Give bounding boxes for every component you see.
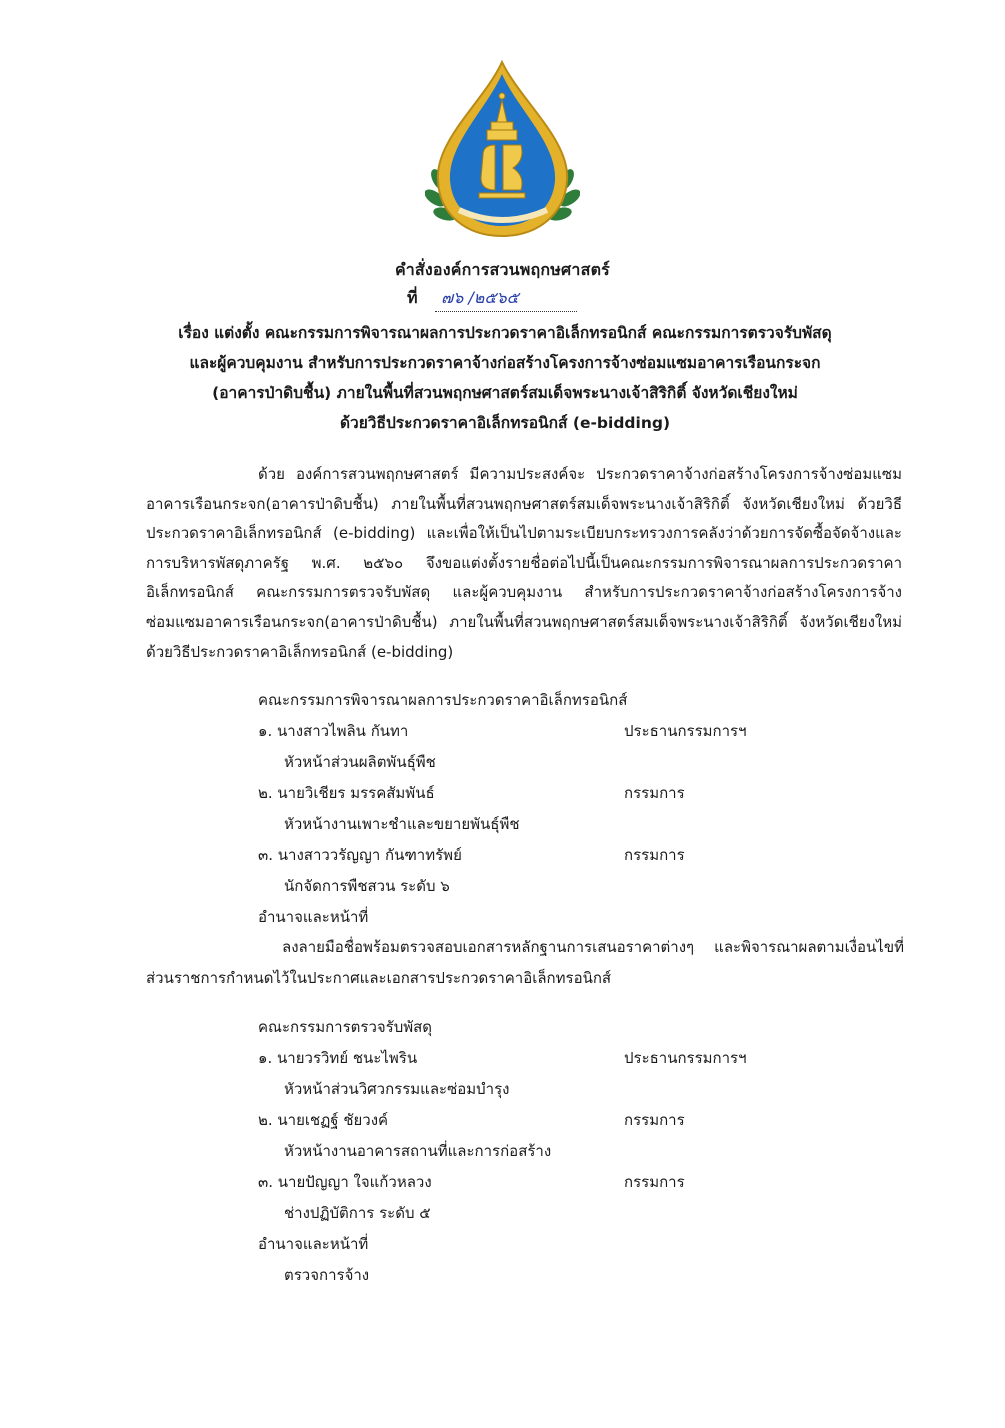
subject-line-2: และผู้ควบคุมงาน สำหรับการประกวดราคาจ้างก่อสร้างโครงการจ้างซ่อมแซมอาคารเรือนกระจก — [189, 354, 821, 372]
committee-1-member-2-position: หัวหน้างานเพาะชำและขยายพันธุ์พืช — [284, 815, 520, 833]
royal-crest-water-drop-icon — [425, 60, 580, 240]
committee-1-duty-text-content: ลงลายมือชื่อพร้อมตรวจสอบเอกสารหลักฐานการเสนอราคาต่างๆ และพิจารณาผลตามเงื่อนไขที่ส่วนราชการกำหนดไว้ในประกาศและเอกสารประกวดราคาอิเล็กทรอนิกส์ — [146, 938, 904, 987]
committee-1-member-1-position: หัวหน้าส่วนผลิตพันธุ์พืช — [284, 753, 436, 771]
committee-1-member-3-name: ๓. นางสาววรัญญา กันฑาทรัพย์ — [258, 846, 462, 864]
committee-2-title: คณะกรรมการตรวจรับพัสดุ — [258, 1018, 433, 1036]
body-paragraph-text: ด้วย องค์การสวนพฤกษศาสตร์ มีความประสงค์จะ ประกวดราคาจ้างก่อสร้างโครงการจ้างซ่อมแซมอาคารเรือนกระจก(อาคารป่าดิบชื้น) ภายในพื้นที่สวนพฤกษศาสตร์สมเด็จพระนางเจ้าสิริกิติ์ จังหวัดเชียงใหม่ ด้วยวิธีประกวดราคาอิเล็กทรอนิกส์ (e-bidding) และเพื่อให้เป็นไปตามระเบียบกระทรวงการคลังว่าด้วยการจัดซื้อจัดจ้างและการบริหารพัสดุภาครัฐ พ.ศ. ๒๕๖๐ จึงขอแต่งตั้งรายชื่อต่อไปนี้เป็นคณะกรรมการพิจารณาผลการประกวดราคาอิเล็กทรอนิกส์ คณะกรรมการตรวจรับพัสดุ และผู้ควบคุมงาน สำหรับการประกวดราคาจ้างก่อสร้างโครงการจ้างซ่อมแซมอาคารเรือนกระจก(อาคารป่าดิบชื้น) ภายในพื้นที่สวนพฤกษศาสตร์สมเด็จพระนางเจ้าสิริกิติ์ จังหวัดเชียงใหม่ ด้วยวิธีประกวดราคาอิเล็กทรอนิกส์ (e-bidding) — [146, 465, 902, 661]
committee-1-member-3-role: กรรมการ — [624, 846, 685, 864]
committee-2-member-3-position: ช่างปฏิบัติการ ระดับ ๕ — [284, 1204, 431, 1222]
committee-1-member-1-name: ๑. นางสาวไพลิน กันทา — [258, 722, 409, 740]
committee-2-member-2-role: กรรมการ — [624, 1111, 685, 1129]
order-number-label: ที่ — [407, 288, 418, 307]
subject — [120, 318, 890, 438]
subject-line-4: ด้วยวิธีประกวดราคาอิเล็กทรอนิกส์ (e-bidding) — [339, 414, 671, 432]
subject-line-3: (อาคารป่าดิบชื้น) ภายในพื้นที่สวนพฤกษศาสตร์สมเด็จพระนางเจ้าสิริกิติ์ จังหวัดเชียงใหม่ — [212, 384, 798, 402]
committee-2-duty-text: ตรวจการจ้าง — [284, 1266, 370, 1284]
committee-2-member-1-role: ประธานกรรมการฯ — [624, 1049, 747, 1067]
committee-2-member-2-name: ๒. นายเชฏฐ์ ชัยวงค์ — [258, 1111, 389, 1129]
committee-1-title: คณะกรรมการพิจารณาผลการประกวดราคาอิเล็กทรอนิกส์ — [258, 691, 628, 709]
committee-1-duty-text — [146, 932, 904, 994]
committee-2-member-1-position: หัวหน้าส่วนวิศวกรรมและซ่อมบำรุง — [284, 1080, 510, 1098]
order-number-row — [407, 286, 577, 312]
committee-2-member-3-name: ๓. นายปัญญา ใจแก้วหลวง — [258, 1173, 432, 1191]
organization-logo — [425, 60, 580, 240]
order-title: คำสั่งองค์การสวนพฤกษศาสตร์ — [395, 260, 610, 279]
committee-2-member-2-position: หัวหน้างานอาคารสถานที่และการก่อสร้าง — [284, 1142, 552, 1160]
committee-1-member-2-name: ๒. นายวิเชียร มรรคสัมพันธ์ — [258, 784, 435, 802]
committee-1-member-2-role: กรรมการ — [624, 784, 685, 802]
subject-line-1: เรื่อง แต่งตั้ง คณะกรรมการพิจารณาผลการประกวดราคาอิเล็กทรอนิกส์ คณะกรรมการตรวจรับพัสดุ — [178, 324, 832, 342]
committee-1-member-1-role: ประธานกรรมการฯ — [624, 722, 747, 740]
committee-2-member-1-name: ๑. นายวรวิทย์ ชนะไพริน — [258, 1049, 418, 1067]
committee-1-member-3-position: นักจัดการพืชสวน ระดับ ๖ — [284, 877, 450, 895]
order-number-value: ๗๖ /๒๕๖๕ — [435, 286, 577, 312]
body-paragraph — [146, 460, 902, 667]
committee-1-duty-heading: อำนาจและหน้าที่ — [258, 908, 369, 926]
committee-2-member-3-role: กรรมการ — [624, 1173, 685, 1191]
committee-2-duty-heading: อำนาจและหน้าที่ — [258, 1235, 369, 1253]
